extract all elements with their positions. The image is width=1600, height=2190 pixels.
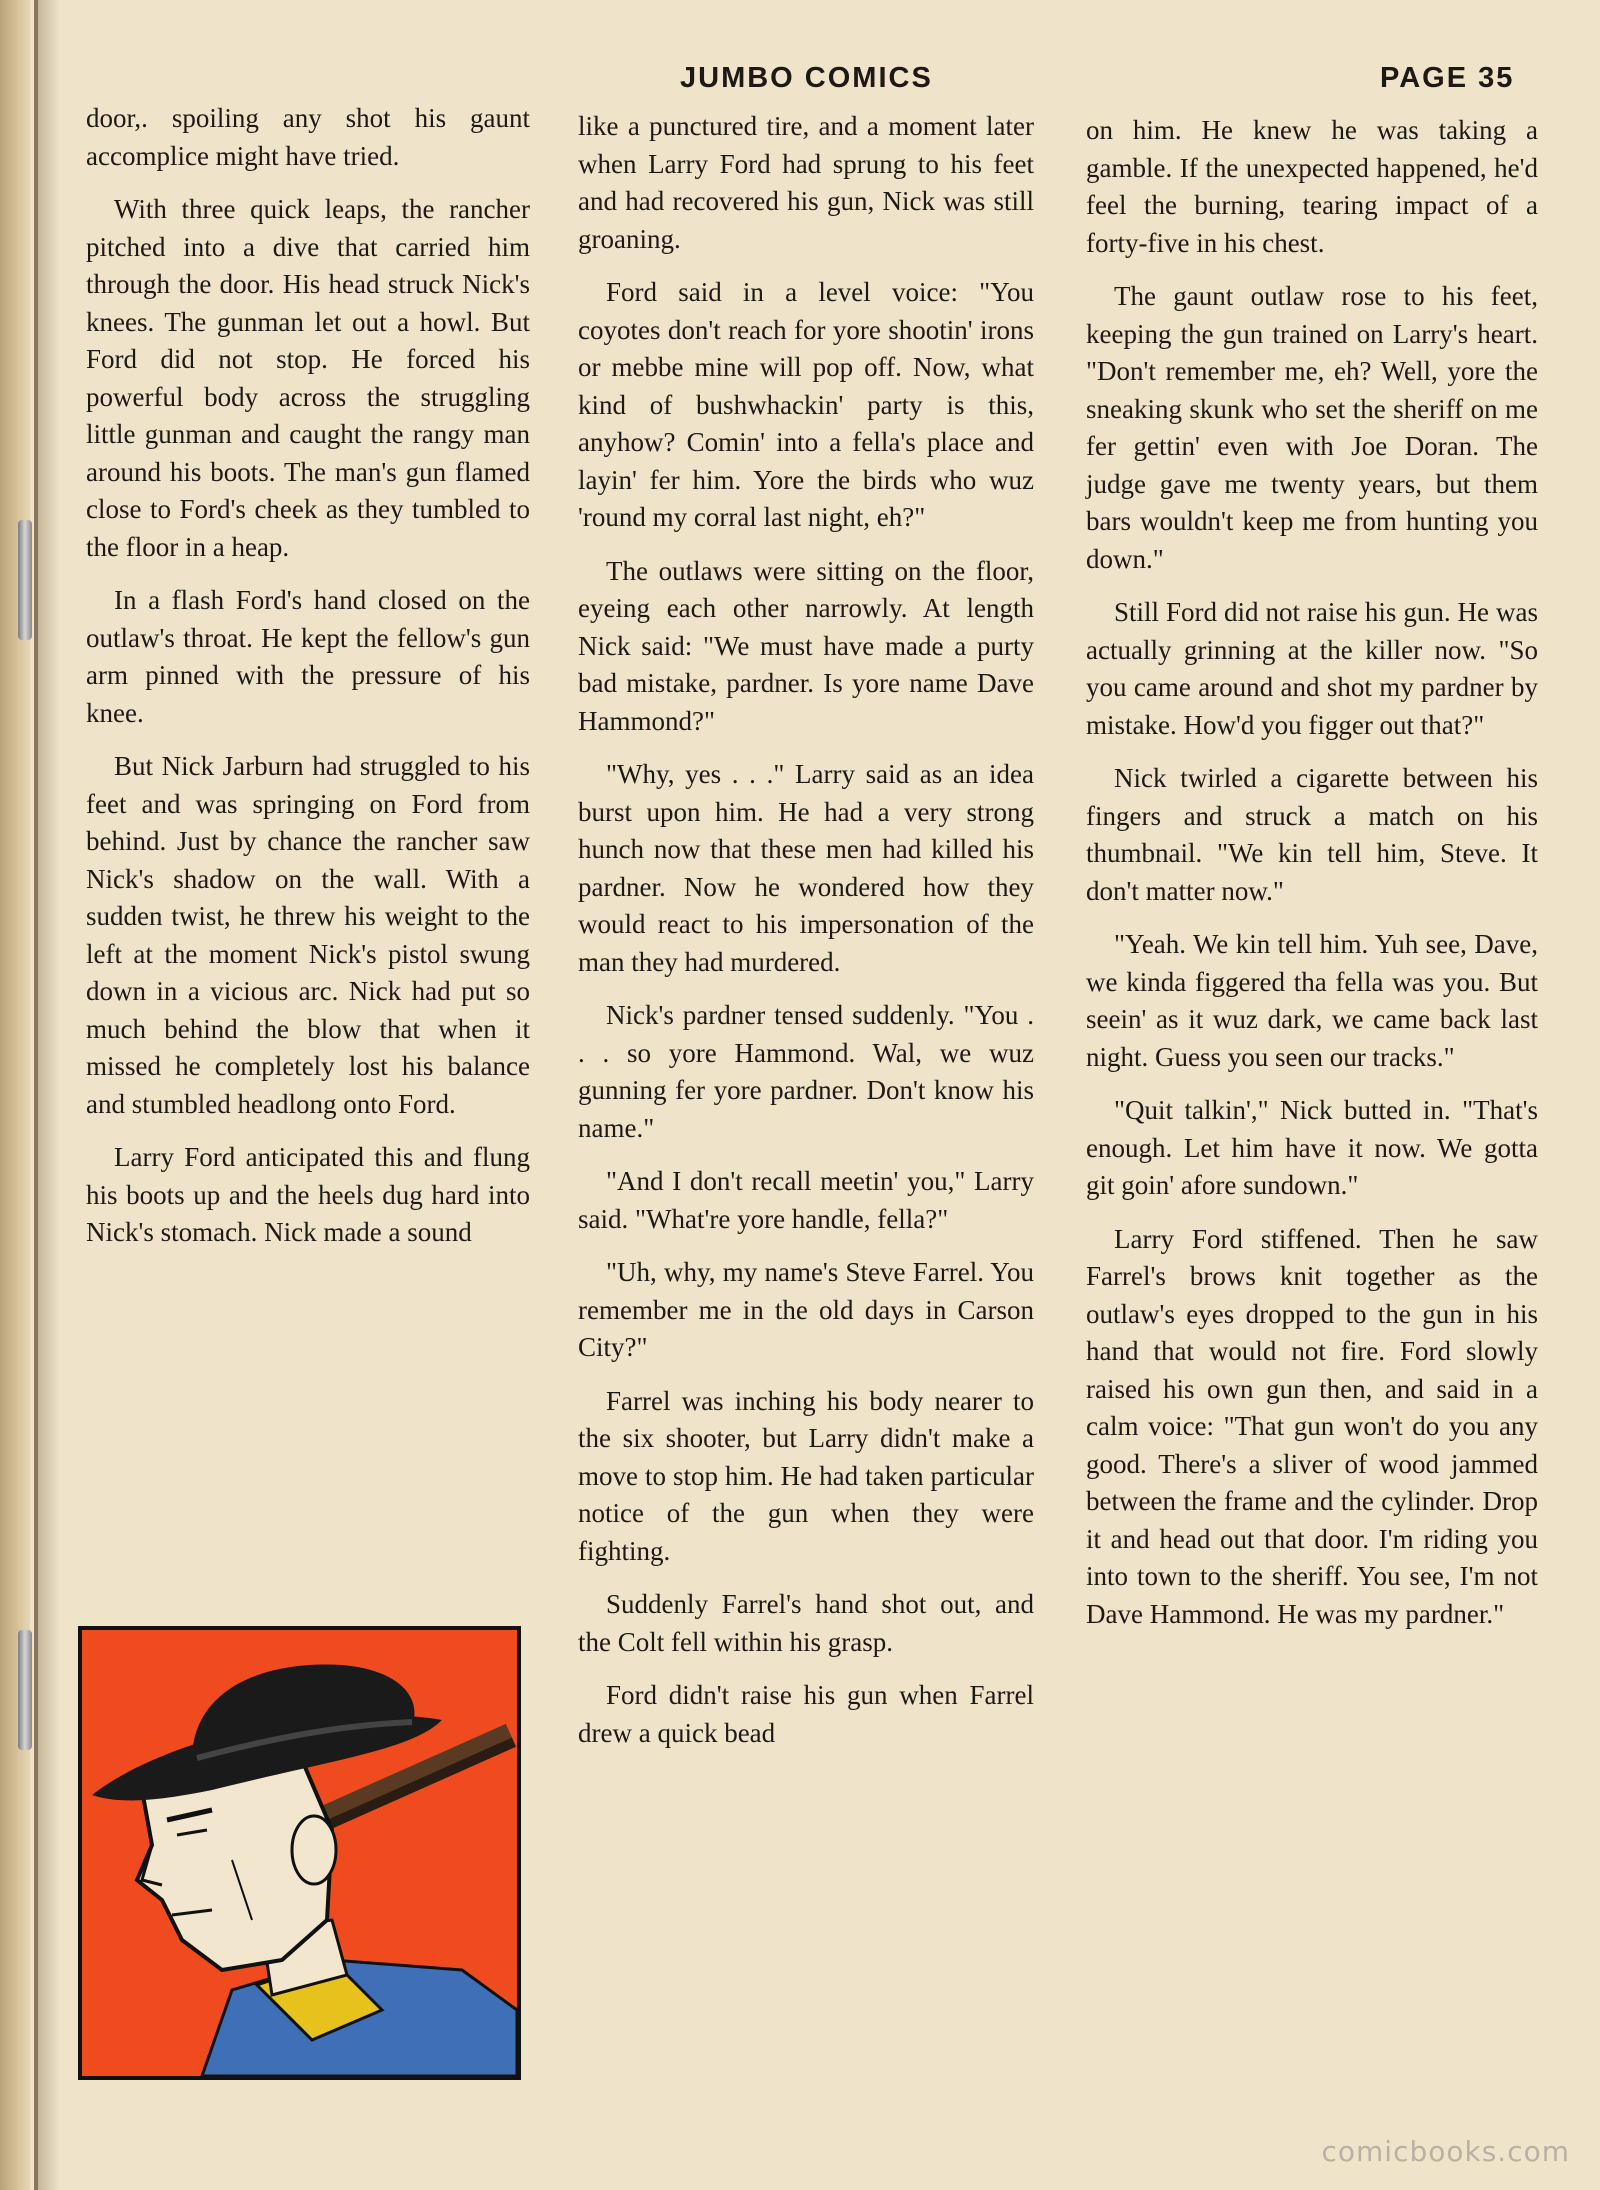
magazine-title: JUMBO COMICS [680,62,933,94]
page-number: PAGE 35 [1380,62,1515,94]
text-column-1 [86,100,530,1268]
paragraph: "Quit talkin'," Nick butted in. "That's enough. Let him have it now. We gotta git goin' afore sundown." [1086,1095,1538,1200]
paragraph: door,. spoiling any shot his gaunt accomplice might have tried. [86,103,530,171]
paragraph: The gaunt outlaw rose to his feet, keeping the gun trained on Larry's heart. "Don't remember me, eh? Well, yore the sneaking skunk who set the sheriff on me fer gettin' even with Joe Doran. The judge gave me twenty years, but them bars wouldn't keep me from hunting you down." [1086,281,1538,574]
staple-bottom [18,1630,32,1750]
paragraph: But Nick Jarburn had struggled to his feet and was springing on Ford from behind. Just by chance the rancher saw Nick's shadow on the wall. With a sudden twist, he threw his weight to the left at the moment Nick's pistol swung down in a vicious arc. Nick had put so much behind the blow that when it missed he completely lost his balance and stumbled headlong onto Ford. [86,751,530,1119]
text-column-3 [1086,112,1538,1649]
paragraph: Nick's pardner tensed suddenly. "You . . . so yore Hammond. Wal, we wuz gunning fer yore pardner. Don't know his name." [578,1000,1034,1143]
paragraph: The outlaws were sitting on the floor, eyeing each other narrowly. At length Nick said: "We must have made a purty bad mistake, pardner. Is yore name Dave Hammond?" [578,555,1034,736]
paragraph: Ford didn't raise his gun when Farrel drew a quick bead [578,1680,1034,1748]
paragraph: With three quick leaps, the rancher pitched into a dive that carried him through the door. His head struck Nick's knees. The gunman let out a howl. But Ford did not stop. He forced his powerful body across the struggling little gunman and caught the rangy man around his boots. The man's gun flamed close to Ford's cheek as they tumbled to the floor in a heap. [86,194,530,562]
staple-top [18,520,32,640]
paragraph: Larry Ford stiffened. Then he saw Farrel's brows knit together as the outlaw's eyes dropped to the gun in his hand that would not fire. Ford slowly raised his own gun then, and said in a calm voice: "That gun won't do you any good. There's a sliver of wood jammed between the frame and the cylinder. Drop it and head out that door. I'm riding you into town to the sheriff. You see, I'm not Dave Hammond. He was my pardner." [1086,1223,1538,1629]
paragraph: "Uh, why, my name's Steve Farrel. You remember me in the old days in Carson City?" [578,1257,1034,1362]
text-column-2 [578,108,1034,1768]
paragraph: on him. He knew he was taking a gamble. If the unexpected happened, he'd feel the burning, tearing impact of a forty-five in his chest. [1086,115,1538,258]
paragraph: In a flash Ford's hand closed on the outlaw's throat. He kept the fellow's gun arm pinned with the pressure of his knee. [86,585,530,728]
paragraph: "Yeah. We kin tell him. Yuh see, Dave, we kinda figgered tha fella was you. But seein' as it wuz dark, we came back last night. Guess you seen our tracks." [1086,929,1538,1072]
illustration-panel [78,1626,521,2080]
cowboy-portrait-icon [82,1630,517,2076]
paragraph: Suddenly Farrel's hand shot out, and the Colt fell within his grasp. [578,1589,1034,1657]
paragraph: Farrel was inching his body nearer to the six shooter, but Larry didn't make a move to stop him. He had taken particular notice of the gun when they were fighting. [578,1385,1034,1566]
paragraph: "And I don't recall meetin' you," Larry said. "What're yore handle, fella?" [578,1166,1034,1234]
paragraph: Still Ford did not raise his gun. He was actually grinning at the killer now. "So you came around and shot my pardner by mistake. How'd you figger out that?" [1086,597,1538,740]
binding-shadow [38,0,60,2190]
binding-edge [0,0,30,2190]
paragraph: "Why, yes . . ." Larry said as an idea burst upon him. He had a very strong hunch now that these men had killed his pardner. Now he wondered how they would react to his impersonation of the man they had murdered. [578,759,1034,977]
paragraph: Larry Ford anticipated this and flung his boots up and the heels dug hard into Nick's stomach. Nick made a sound [86,1142,530,1247]
watermark-text: comicbooks.com [1321,2135,1570,2168]
paragraph: Nick twirled a cigarette between his fingers and struck a match on his thumbnail. "We kin tell him, Steve. It don't matter now." [1086,763,1538,906]
paragraph: Ford said in a level voice: "You coyotes don't reach for yore shootin' irons or mebbe mine will pop off. Now, what kind of bushwhackin' party is this, anyhow? Comin' into a fella's place and layin' fer him. Yore the birds who wuz 'round my corral last night, eh?" [578,277,1034,532]
paragraph: like a punctured tire, and a moment later when Larry Ford had sprung to his feet and had recovered his gun, Nick was still groaning. [578,111,1034,254]
